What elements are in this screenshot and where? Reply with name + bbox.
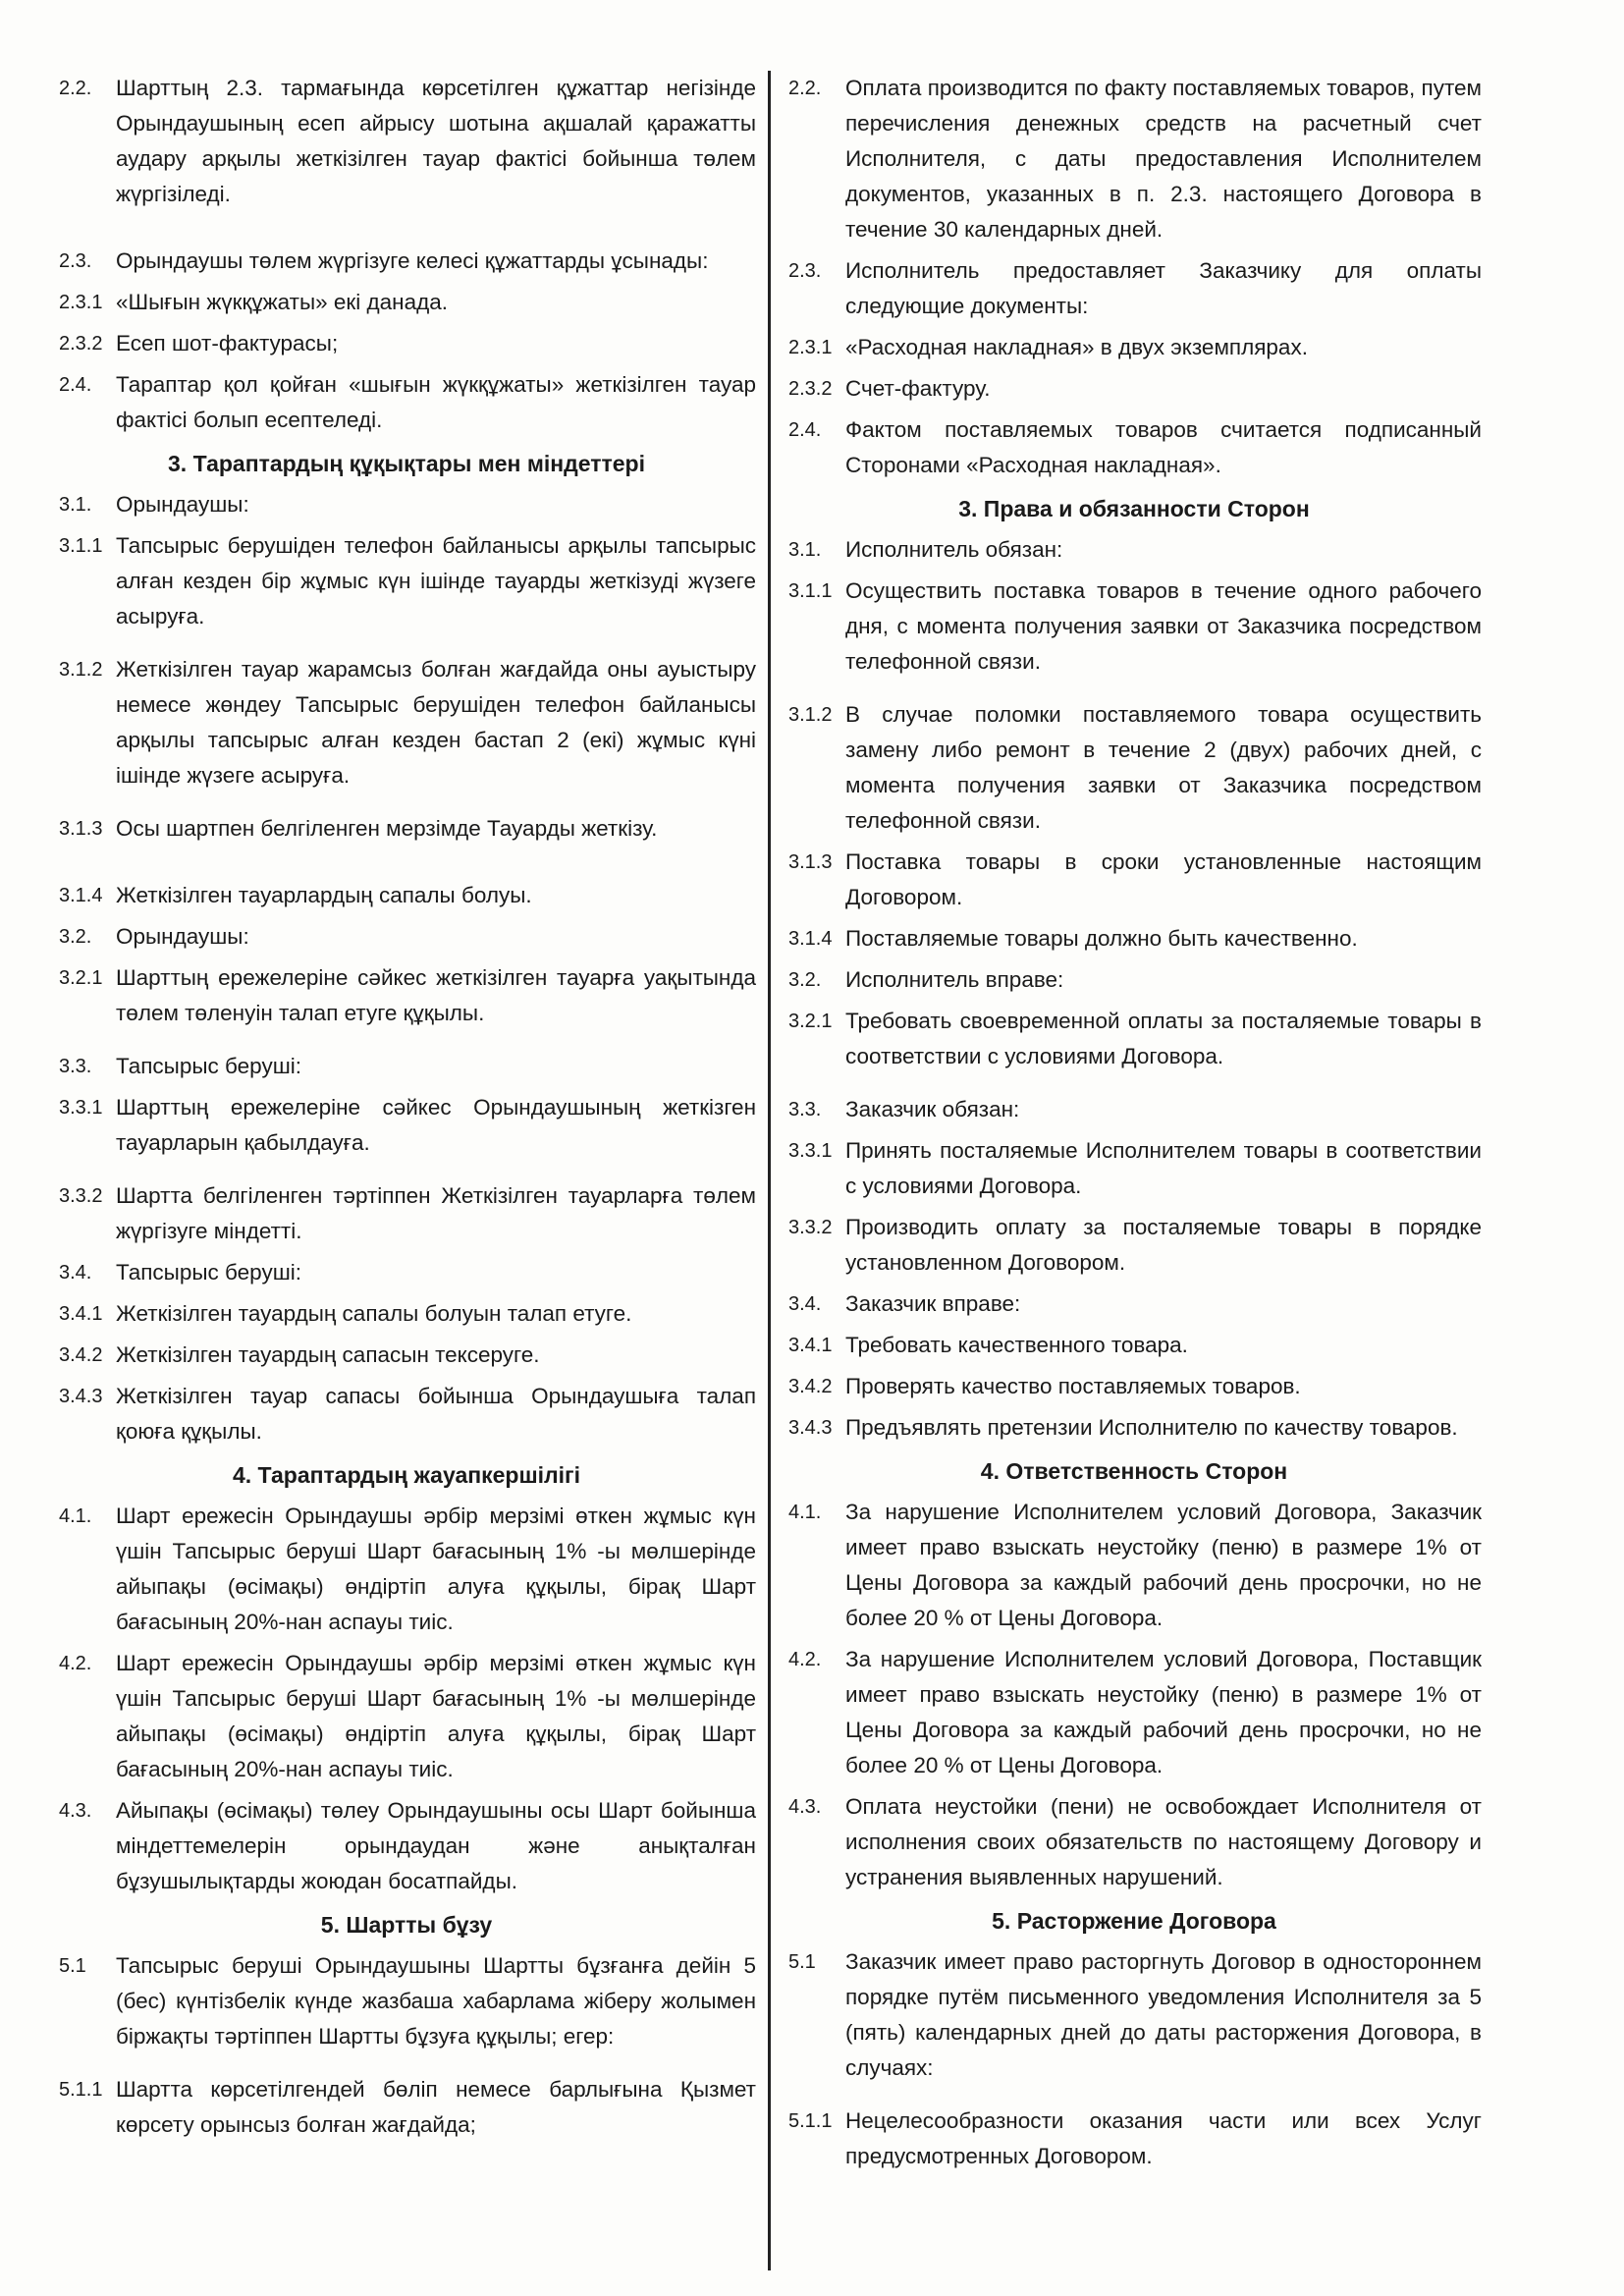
clause-3-3-2 — [57, 1178, 756, 1249]
clause-text: Тараптар қол қойған «шығын жүкқұжаты» жеткізілген тауар фактісі болып есептеледі. — [116, 372, 756, 432]
clause-text: Проверять качество поставляемых товаров. — [845, 1374, 1301, 1398]
clause-number: 3.4.3 — [59, 1386, 103, 1407]
clause-text: Орындаушы: — [116, 492, 249, 517]
clause-number: 2.4. — [788, 419, 822, 441]
clause-text: В случае поломки поставляемого товара осуществить замену либо ремонт в течение 2 (двух) рабочих дней, с момента получения заявки от Заказчика посредством телефонной связи. — [845, 702, 1482, 833]
clause-text: Шарттың ережелеріне сәйкес Орындаушының жеткізген тауарларын қабылдауға. — [116, 1095, 756, 1155]
clause-text: Поставляемые товары должно быть качественно. — [845, 926, 1358, 951]
clause-number: 3.2.1 — [59, 967, 103, 989]
clause-text: Требовать качественного товара. — [845, 1333, 1188, 1357]
clause-text: Предъявлять претензии Исполнителю по качеству товаров. — [845, 1415, 1458, 1440]
clause-number: 3.4.2 — [59, 1344, 103, 1366]
clause-text: Оплата производится по факту поставляемых товаров, путем перечисления денежных средств на расчетный счет Исполнителя, с даты предоставления Исполнителем документов, указанных в п. 2.3. настоящего Договора в течение 30 календарных дней. — [845, 76, 1482, 242]
clause-text: Заказчик имеет право расторгнуть Договор в одностороннем порядке путём письменного уведомления Исполнителя за 5 (пять) календарных дней до даты расторжения Договора, в случаях: — [845, 1949, 1482, 2080]
clause-3-3 — [786, 1092, 1482, 1127]
clause-5-1 — [57, 1948, 756, 2054]
clause-3-3 — [57, 1049, 756, 1084]
clause-text: Шарт ережесін Орындаушы әрбір мерзімі өткен жұмыс күн үшін Тапсырыс беруші Шарт бағасының 1% -ы мөлшерінде айыпақы (өсімақы) өндіртіп алуға құқылы, бірақ Шарт бағасының 20%-нан аспауы тиіс. — [116, 1503, 756, 1634]
clause-text: Жеткізілген тауар жарамсыз болған жағдайда оны ауыстыру немесе жөндеу Тапсырыс берушіден телефон байланысы арқылы тапсырыс алған кезден бастап 2 (екі) жұмыс күні ішінде жүзеге асыруға. — [116, 657, 756, 788]
clause-3-2-1 — [57, 960, 756, 1031]
clause-text: Заказчик вправе: — [845, 1291, 1021, 1316]
section-heading-4: 4. Тараптардың жауапкершілігі — [232, 1462, 581, 1488]
clause-text: «Расходная накладная» в двух экземплярах. — [845, 335, 1308, 359]
clause-text: За нарушение Исполнителем условий Договора, Заказчик имеет право взыскать неустойку (пеню) в размере 1% от Цены Договора за каждый рабочий день просрочки, но не более 20 % от Цены Договора. — [845, 1500, 1482, 1630]
clause-text: Шарт ережесін Орындаушы әрбір мерзімі өткен жұмыс күн үшін Тапсырыс беруші Шарт бағасының 1% -ы мөлшерінде айыпақы (өсімақы) өндіртіп алуға құқылы, бірақ Шарт бағасының 20%-нан аспауы тиіс. — [116, 1651, 756, 1781]
clause-text: Тапсырыс беруші: — [116, 1260, 301, 1285]
clause-number: 4.2. — [788, 1649, 822, 1670]
clause-text: Жеткізілген тауарлардың сапалы болуы. — [116, 883, 532, 907]
clause-number: 5.1.1 — [59, 2079, 103, 2101]
clause-number: 3.1. — [59, 494, 92, 516]
clause-2-3 — [786, 253, 1482, 324]
clause-number: 3.4.1 — [59, 1303, 103, 1325]
clause-number: 3.1.3 — [788, 851, 833, 873]
clause-5-1 — [786, 1944, 1482, 2086]
clause-text: Поставка товары в сроки установленные настоящим Договором. — [845, 849, 1482, 909]
clause-number: 3.1. — [788, 539, 822, 561]
clause-number: 2.2. — [59, 78, 92, 99]
clause-number: 2.2. — [788, 78, 822, 99]
section-heading-4: 4. Ответственность Сторон — [980, 1458, 1288, 1484]
clause-number: 3.3.2 — [788, 1217, 833, 1238]
clause-3-1-2 — [57, 652, 756, 793]
clause-3-4-3 — [786, 1410, 1482, 1446]
clause-3-1-3 — [786, 845, 1482, 915]
clause-number: 2.3. — [59, 250, 92, 272]
clause-2-4 — [786, 412, 1482, 483]
clause-5-1-1 — [57, 2072, 756, 2143]
clause-text: Шартта белгіленген тәртіппен Жеткізілген тауарларға төлем жүргізуге міндетті. — [116, 1183, 756, 1243]
clause-3-4-3 — [57, 1379, 756, 1449]
clause-text: Оплата неустойки (пени) не освобождает Исполнителя от исполнения своих обязательств по настоящему Договору и устранения выявленных нарушений. — [845, 1794, 1482, 1889]
clause-3-1-1 — [786, 574, 1482, 680]
clause-2-4 — [57, 367, 756, 438]
clause-3-1-2 — [786, 697, 1482, 839]
clause-4-3 — [57, 1793, 756, 1899]
clause-2-2 — [57, 71, 756, 212]
clause-3-3-1 — [786, 1133, 1482, 1204]
clause-number: 3.1.4 — [59, 885, 103, 906]
clause-number: 3.1.2 — [59, 659, 103, 681]
clause-3-4 — [786, 1286, 1482, 1322]
clause-number: 2.3. — [788, 260, 822, 282]
clause-4-1 — [57, 1499, 756, 1640]
clause-2-3-1 — [57, 285, 756, 320]
clause-3-1-3 — [57, 811, 756, 847]
section-heading-3: 3. Тараптардың құқықтары мен міндеттері — [168, 451, 645, 476]
clause-text: Производить оплату за посталяемые товары в порядке установленном Договором. — [845, 1215, 1482, 1275]
document-page — [57, 71, 1483, 2270]
clause-3-3-1 — [57, 1090, 756, 1161]
column-divider — [768, 71, 771, 2270]
clause-number: 2.3.1 — [788, 337, 833, 358]
clause-3-1-1 — [57, 528, 756, 634]
clause-number: 5.1 — [788, 1951, 816, 1973]
clause-text: Есеп шот-фактурасы; — [116, 331, 339, 355]
clause-3-2-1 — [786, 1004, 1482, 1074]
clause-text: Орындаушы: — [116, 924, 249, 949]
clause-number: 3.4. — [59, 1262, 92, 1284]
clause-3-2 — [57, 919, 756, 955]
clause-number: 3.3.1 — [59, 1097, 103, 1119]
clause-text: Тапсырыс беруші Орындаушыны Шартты бұзғанға дейін 5 (бес) күнтізбелік күнде жазбаша хабарлама жіберу жолымен біржақты тәртіппен Шартты бұзуға құқылы; егер: — [116, 1953, 756, 2049]
clause-3-4-2 — [786, 1369, 1482, 1404]
clause-text: Тапсырыс берушіден телефон байланысы арқылы тапсырыс алған кезден бір жұмыс күн ішінде тауарды жеткізуді жүзеге асыруға. — [116, 533, 756, 629]
section-heading-5: 5. Расторжение Договора — [992, 1908, 1276, 1934]
clause-number: 3.2. — [59, 926, 92, 948]
clause-text: Осы шартпен белгіленген мерзімде Тауарды жеткізу. — [116, 816, 658, 841]
clause-number: 3.1.2 — [788, 704, 833, 726]
clause-number: 3.4.3 — [788, 1417, 833, 1439]
clause-4-2 — [57, 1646, 756, 1787]
clause-text: Фактом поставляемых товаров считается подписанный Сторонами «Расходная накладная». — [845, 417, 1482, 477]
clause-text: За нарушение Исполнителем условий Договора, Поставщик имеет право взыскать неустойку (пеню) в размере 1% от Цены Договора за каждый рабочий день просрочки, но не более 20 % от Цены Договора. — [845, 1647, 1482, 1777]
russian-column — [775, 71, 1482, 2270]
clause-text: «Шығын жүкқұжаты» екі данада. — [116, 290, 448, 314]
clause-text: Шарттың 2.3. тармағында көрсетілген құжаттар негізінде Орындаушының есеп айрысу шотына ақшалай қаражатты аудару арқылы жеткізілген тауар фактісі бойынша төлем жүргізіледі. — [116, 76, 756, 206]
clause-text: Исполнитель предоставляет Заказчику для оплаты следующие документы: — [845, 258, 1482, 318]
clause-4-2 — [786, 1642, 1482, 1783]
clause-3-4-2 — [57, 1338, 756, 1373]
clause-number: 4.3. — [59, 1800, 92, 1822]
clause-number: 3.4.2 — [788, 1376, 833, 1397]
clause-3-4-1 — [57, 1296, 756, 1332]
clause-number: 3.4.1 — [788, 1335, 833, 1356]
clause-2-3-2 — [57, 326, 756, 361]
clause-number: 3.1.3 — [59, 818, 103, 840]
clause-2-3 — [57, 244, 756, 279]
clause-text: Требовать своевременной оплаты за посталяемые товары в соответствии с условиями Договора. — [845, 1009, 1482, 1068]
clause-text: Нецелесообразности оказания части или всех Услуг предусмотренных Договором. — [845, 2108, 1482, 2168]
clause-5-1-1 — [786, 2104, 1482, 2174]
clause-number: 3.2.1 — [788, 1011, 833, 1032]
clause-4-3 — [786, 1789, 1482, 1895]
clause-3-3-2 — [786, 1210, 1482, 1281]
clause-2-2 — [786, 71, 1482, 247]
clause-number: 2.3.2 — [788, 378, 833, 400]
clause-3-1 — [57, 487, 756, 522]
section-heading-5: 5. Шартты бұзу — [320, 1912, 493, 1938]
clause-text: Осуществить поставка товаров в течение одного рабочего дня, с момента получения заявки от Заказчика посредством телефонной связи. — [845, 578, 1482, 674]
clause-number: 4.2. — [59, 1653, 92, 1674]
clause-number: 5.1 — [59, 1955, 86, 1977]
clause-3-4 — [57, 1255, 756, 1290]
clause-text: Счет-фактуру. — [845, 376, 991, 401]
clause-4-1 — [786, 1495, 1482, 1636]
clause-3-1-4 — [786, 921, 1482, 957]
clause-text: Шарттың ережелеріне сәйкес жеткізілген тауарға уақытында төлем төленуін талап етуге құқылы. — [116, 965, 756, 1025]
clause-text: Заказчик обязан: — [845, 1097, 1020, 1121]
section-heading-3: 3. Права и обязанности Сторон — [958, 496, 1310, 521]
clause-text: Исполнитель вправе: — [845, 967, 1064, 992]
clause-text: Жеткізілген тауар сапасы бойынша Орындаушыға талап қоюға құқылы. — [116, 1384, 756, 1444]
kazakh-column — [57, 71, 764, 2270]
clause-text: Жеткізілген тауардың сапасын тексеруге. — [116, 1342, 540, 1367]
clause-2-3-2 — [786, 371, 1482, 407]
clause-number: 4.1. — [59, 1505, 92, 1527]
clause-3-2 — [786, 962, 1482, 998]
clause-number: 3.3. — [788, 1099, 822, 1121]
clause-number: 5.1.1 — [788, 2110, 833, 2132]
clause-number: 3.2. — [788, 969, 822, 991]
clause-text: Исполнитель обязан: — [845, 537, 1063, 562]
clause-number: 3.3.2 — [59, 1185, 103, 1207]
clause-number: 3.1.1 — [59, 535, 103, 557]
clause-number: 2.3.2 — [59, 333, 103, 355]
clause-3-1-4 — [57, 878, 756, 913]
clause-text: Орындаушы төлем жүргізуге келесі құжаттарды ұсынады: — [116, 248, 709, 273]
clause-text: Шартта көрсетілгендей бөліп немесе барлығына Қызмет көрсету орынсыз болған жағдайда; — [116, 2077, 756, 2137]
clause-text: Айыпақы (өсімақы) төлеу Орындаушыны осы Шарт бойынша міндеттемелерін орындаудан және анықталған бұзушылықтарды жоюдан босатпайды. — [116, 1798, 756, 1893]
clause-number: 4.3. — [788, 1796, 822, 1818]
clause-3-4-1 — [786, 1328, 1482, 1363]
clause-number: 3.4. — [788, 1293, 822, 1315]
clause-number: 3.1.4 — [788, 928, 833, 950]
clause-text: Тапсырыс беруші: — [116, 1054, 301, 1078]
clause-number: 3.3.1 — [788, 1140, 833, 1162]
clause-number: 2.3.1 — [59, 292, 103, 313]
clause-text: Принять посталяемые Исполнителем товары в соответствии с условиями Договора. — [845, 1138, 1482, 1198]
clause-number: 4.1. — [788, 1502, 822, 1523]
clause-3-1 — [786, 532, 1482, 568]
clause-number: 3.3. — [59, 1056, 92, 1077]
clause-2-3-1 — [786, 330, 1482, 365]
clause-number: 3.1.1 — [788, 580, 833, 602]
clause-number: 2.4. — [59, 374, 92, 396]
clause-text: Жеткізілген тауардың сапалы болуын талап етуге. — [116, 1301, 632, 1326]
